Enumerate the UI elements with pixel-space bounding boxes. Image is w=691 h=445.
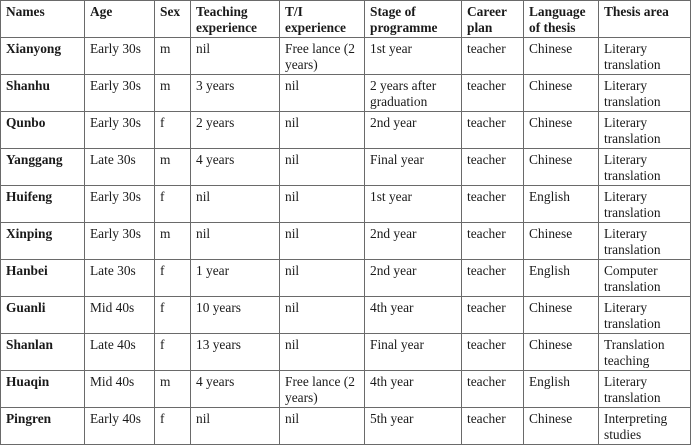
column-header-career-plan: Career plan bbox=[462, 1, 524, 38]
cell-career-plan: teacher bbox=[462, 260, 524, 297]
cell-age: Early 30s bbox=[85, 38, 155, 75]
cell-thesis-area: Literary translation bbox=[599, 112, 691, 149]
cell-teaching-experience: nil bbox=[191, 408, 280, 445]
cell-sex: f bbox=[155, 297, 191, 334]
table-row bbox=[1, 149, 691, 186]
cell-career-plan: teacher bbox=[462, 334, 524, 371]
table-row bbox=[1, 334, 691, 371]
cell-career-plan: teacher bbox=[462, 223, 524, 260]
cell-names: Xinping bbox=[1, 223, 85, 260]
cell-names: Shanhu bbox=[1, 75, 85, 112]
cell-stage-of-programme: 1st year bbox=[365, 38, 462, 75]
cell-career-plan: teacher bbox=[462, 186, 524, 223]
cell-stage-of-programme: 2nd year bbox=[365, 223, 462, 260]
cell-sex: f bbox=[155, 112, 191, 149]
cell-teaching-experience: nil bbox=[191, 223, 280, 260]
cell-language-of-thesis: Chinese bbox=[524, 112, 599, 149]
cell-thesis-area: Literary translation bbox=[599, 371, 691, 408]
cell-stage-of-programme: 4th year bbox=[365, 371, 462, 408]
cell-stage-of-programme: 4th year bbox=[365, 297, 462, 334]
cell-stage-of-programme: 2nd year bbox=[365, 112, 462, 149]
cell-career-plan: teacher bbox=[462, 75, 524, 112]
table-row bbox=[1, 38, 691, 75]
cell-teaching-experience: 2 years bbox=[191, 112, 280, 149]
cell-language-of-thesis: English bbox=[524, 371, 599, 408]
cell-sex: f bbox=[155, 186, 191, 223]
column-header-age: Age bbox=[85, 1, 155, 38]
cell-sex: m bbox=[155, 371, 191, 408]
table-row bbox=[1, 260, 691, 297]
column-header-teaching-experience: Teaching experience bbox=[191, 1, 280, 38]
cell-age: Early 30s bbox=[85, 112, 155, 149]
cell-ti-experience: nil bbox=[280, 297, 365, 334]
cell-teaching-experience: 1 year bbox=[191, 260, 280, 297]
cell-language-of-thesis: Chinese bbox=[524, 38, 599, 75]
cell-names: Qunbo bbox=[1, 112, 85, 149]
cell-names: Shanlan bbox=[1, 334, 85, 371]
cell-names: Pingren bbox=[1, 408, 85, 445]
cell-age: Early 40s bbox=[85, 408, 155, 445]
column-header-stage-of-programme: Stage of programme bbox=[365, 1, 462, 38]
cell-teaching-experience: 13 years bbox=[191, 334, 280, 371]
cell-teaching-experience: nil bbox=[191, 186, 280, 223]
column-header-language-of-thesis: Language of thesis bbox=[524, 1, 599, 38]
cell-stage-of-programme: Final year bbox=[365, 334, 462, 371]
table-row bbox=[1, 75, 691, 112]
cell-ti-experience: nil bbox=[280, 75, 365, 112]
column-header-thesis-area: Thesis area bbox=[599, 1, 691, 38]
cell-names: Huaqin bbox=[1, 371, 85, 408]
cell-sex: m bbox=[155, 75, 191, 112]
cell-teaching-experience: 3 years bbox=[191, 75, 280, 112]
cell-language-of-thesis: Chinese bbox=[524, 75, 599, 112]
cell-sex: f bbox=[155, 260, 191, 297]
cell-thesis-area: Literary translation bbox=[599, 38, 691, 75]
cell-sex: m bbox=[155, 38, 191, 75]
cell-language-of-thesis: English bbox=[524, 186, 599, 223]
cell-ti-experience: Free lance (2 years) bbox=[280, 371, 365, 408]
cell-stage-of-programme: Final year bbox=[365, 149, 462, 186]
cell-stage-of-programme: 2 years after graduation bbox=[365, 75, 462, 112]
column-header-ti-experience: T/I experience bbox=[280, 1, 365, 38]
cell-stage-of-programme: 2nd year bbox=[365, 260, 462, 297]
cell-career-plan: teacher bbox=[462, 297, 524, 334]
cell-age: Mid 40s bbox=[85, 371, 155, 408]
cell-stage-of-programme: 5th year bbox=[365, 408, 462, 445]
cell-age: Late 40s bbox=[85, 334, 155, 371]
cell-language-of-thesis: Chinese bbox=[524, 297, 599, 334]
cell-age: Early 30s bbox=[85, 75, 155, 112]
cell-ti-experience: nil bbox=[280, 186, 365, 223]
cell-sex: f bbox=[155, 334, 191, 371]
cell-career-plan: teacher bbox=[462, 38, 524, 75]
cell-teaching-experience: 10 years bbox=[191, 297, 280, 334]
cell-ti-experience: nil bbox=[280, 112, 365, 149]
cell-names: Yanggang bbox=[1, 149, 85, 186]
header-row bbox=[1, 1, 691, 38]
cell-language-of-thesis: Chinese bbox=[524, 408, 599, 445]
cell-language-of-thesis: Chinese bbox=[524, 334, 599, 371]
table-body bbox=[1, 38, 691, 445]
cell-age: Early 30s bbox=[85, 223, 155, 260]
table-row bbox=[1, 186, 691, 223]
cell-names: Huifeng bbox=[1, 186, 85, 223]
cell-sex: m bbox=[155, 223, 191, 260]
cell-names: Xianyong bbox=[1, 38, 85, 75]
cell-sex: f bbox=[155, 408, 191, 445]
cell-career-plan: teacher bbox=[462, 149, 524, 186]
cell-career-plan: teacher bbox=[462, 112, 524, 149]
cell-language-of-thesis: Chinese bbox=[524, 223, 599, 260]
cell-names: Hanbei bbox=[1, 260, 85, 297]
cell-teaching-experience: 4 years bbox=[191, 371, 280, 408]
cell-stage-of-programme: 1st year bbox=[365, 186, 462, 223]
table-row bbox=[1, 223, 691, 260]
cell-career-plan: teacher bbox=[462, 371, 524, 408]
cell-thesis-area: Literary translation bbox=[599, 186, 691, 223]
cell-thesis-area: Literary translation bbox=[599, 297, 691, 334]
cell-teaching-experience: 4 years bbox=[191, 149, 280, 186]
cell-language-of-thesis: English bbox=[524, 260, 599, 297]
cell-ti-experience: nil bbox=[280, 408, 365, 445]
cell-teaching-experience: nil bbox=[191, 38, 280, 75]
cell-thesis-area: Literary translation bbox=[599, 75, 691, 112]
cell-career-plan: teacher bbox=[462, 408, 524, 445]
cell-ti-experience: Free lance (2 years) bbox=[280, 38, 365, 75]
cell-thesis-area: Translation teaching bbox=[599, 334, 691, 371]
cell-thesis-area: Literary translation bbox=[599, 223, 691, 260]
cell-age: Mid 40s bbox=[85, 297, 155, 334]
cell-language-of-thesis: Chinese bbox=[524, 149, 599, 186]
cell-ti-experience: nil bbox=[280, 260, 365, 297]
column-header-sex: Sex bbox=[155, 1, 191, 38]
cell-age: Late 30s bbox=[85, 149, 155, 186]
table-row bbox=[1, 297, 691, 334]
cell-age: Early 30s bbox=[85, 186, 155, 223]
cell-ti-experience: nil bbox=[280, 334, 365, 371]
cell-names: Guanli bbox=[1, 297, 85, 334]
table-row bbox=[1, 371, 691, 408]
cell-ti-experience: nil bbox=[280, 223, 365, 260]
table-row bbox=[1, 408, 691, 445]
cell-thesis-area: Interpreting studies bbox=[599, 408, 691, 445]
cell-sex: m bbox=[155, 149, 191, 186]
cell-ti-experience: nil bbox=[280, 149, 365, 186]
cell-age: Late 30s bbox=[85, 260, 155, 297]
column-header-names: Names bbox=[1, 1, 85, 38]
cell-thesis-area: Computer translation bbox=[599, 260, 691, 297]
cell-thesis-area: Literary translation bbox=[599, 149, 691, 186]
table-row bbox=[1, 112, 691, 149]
